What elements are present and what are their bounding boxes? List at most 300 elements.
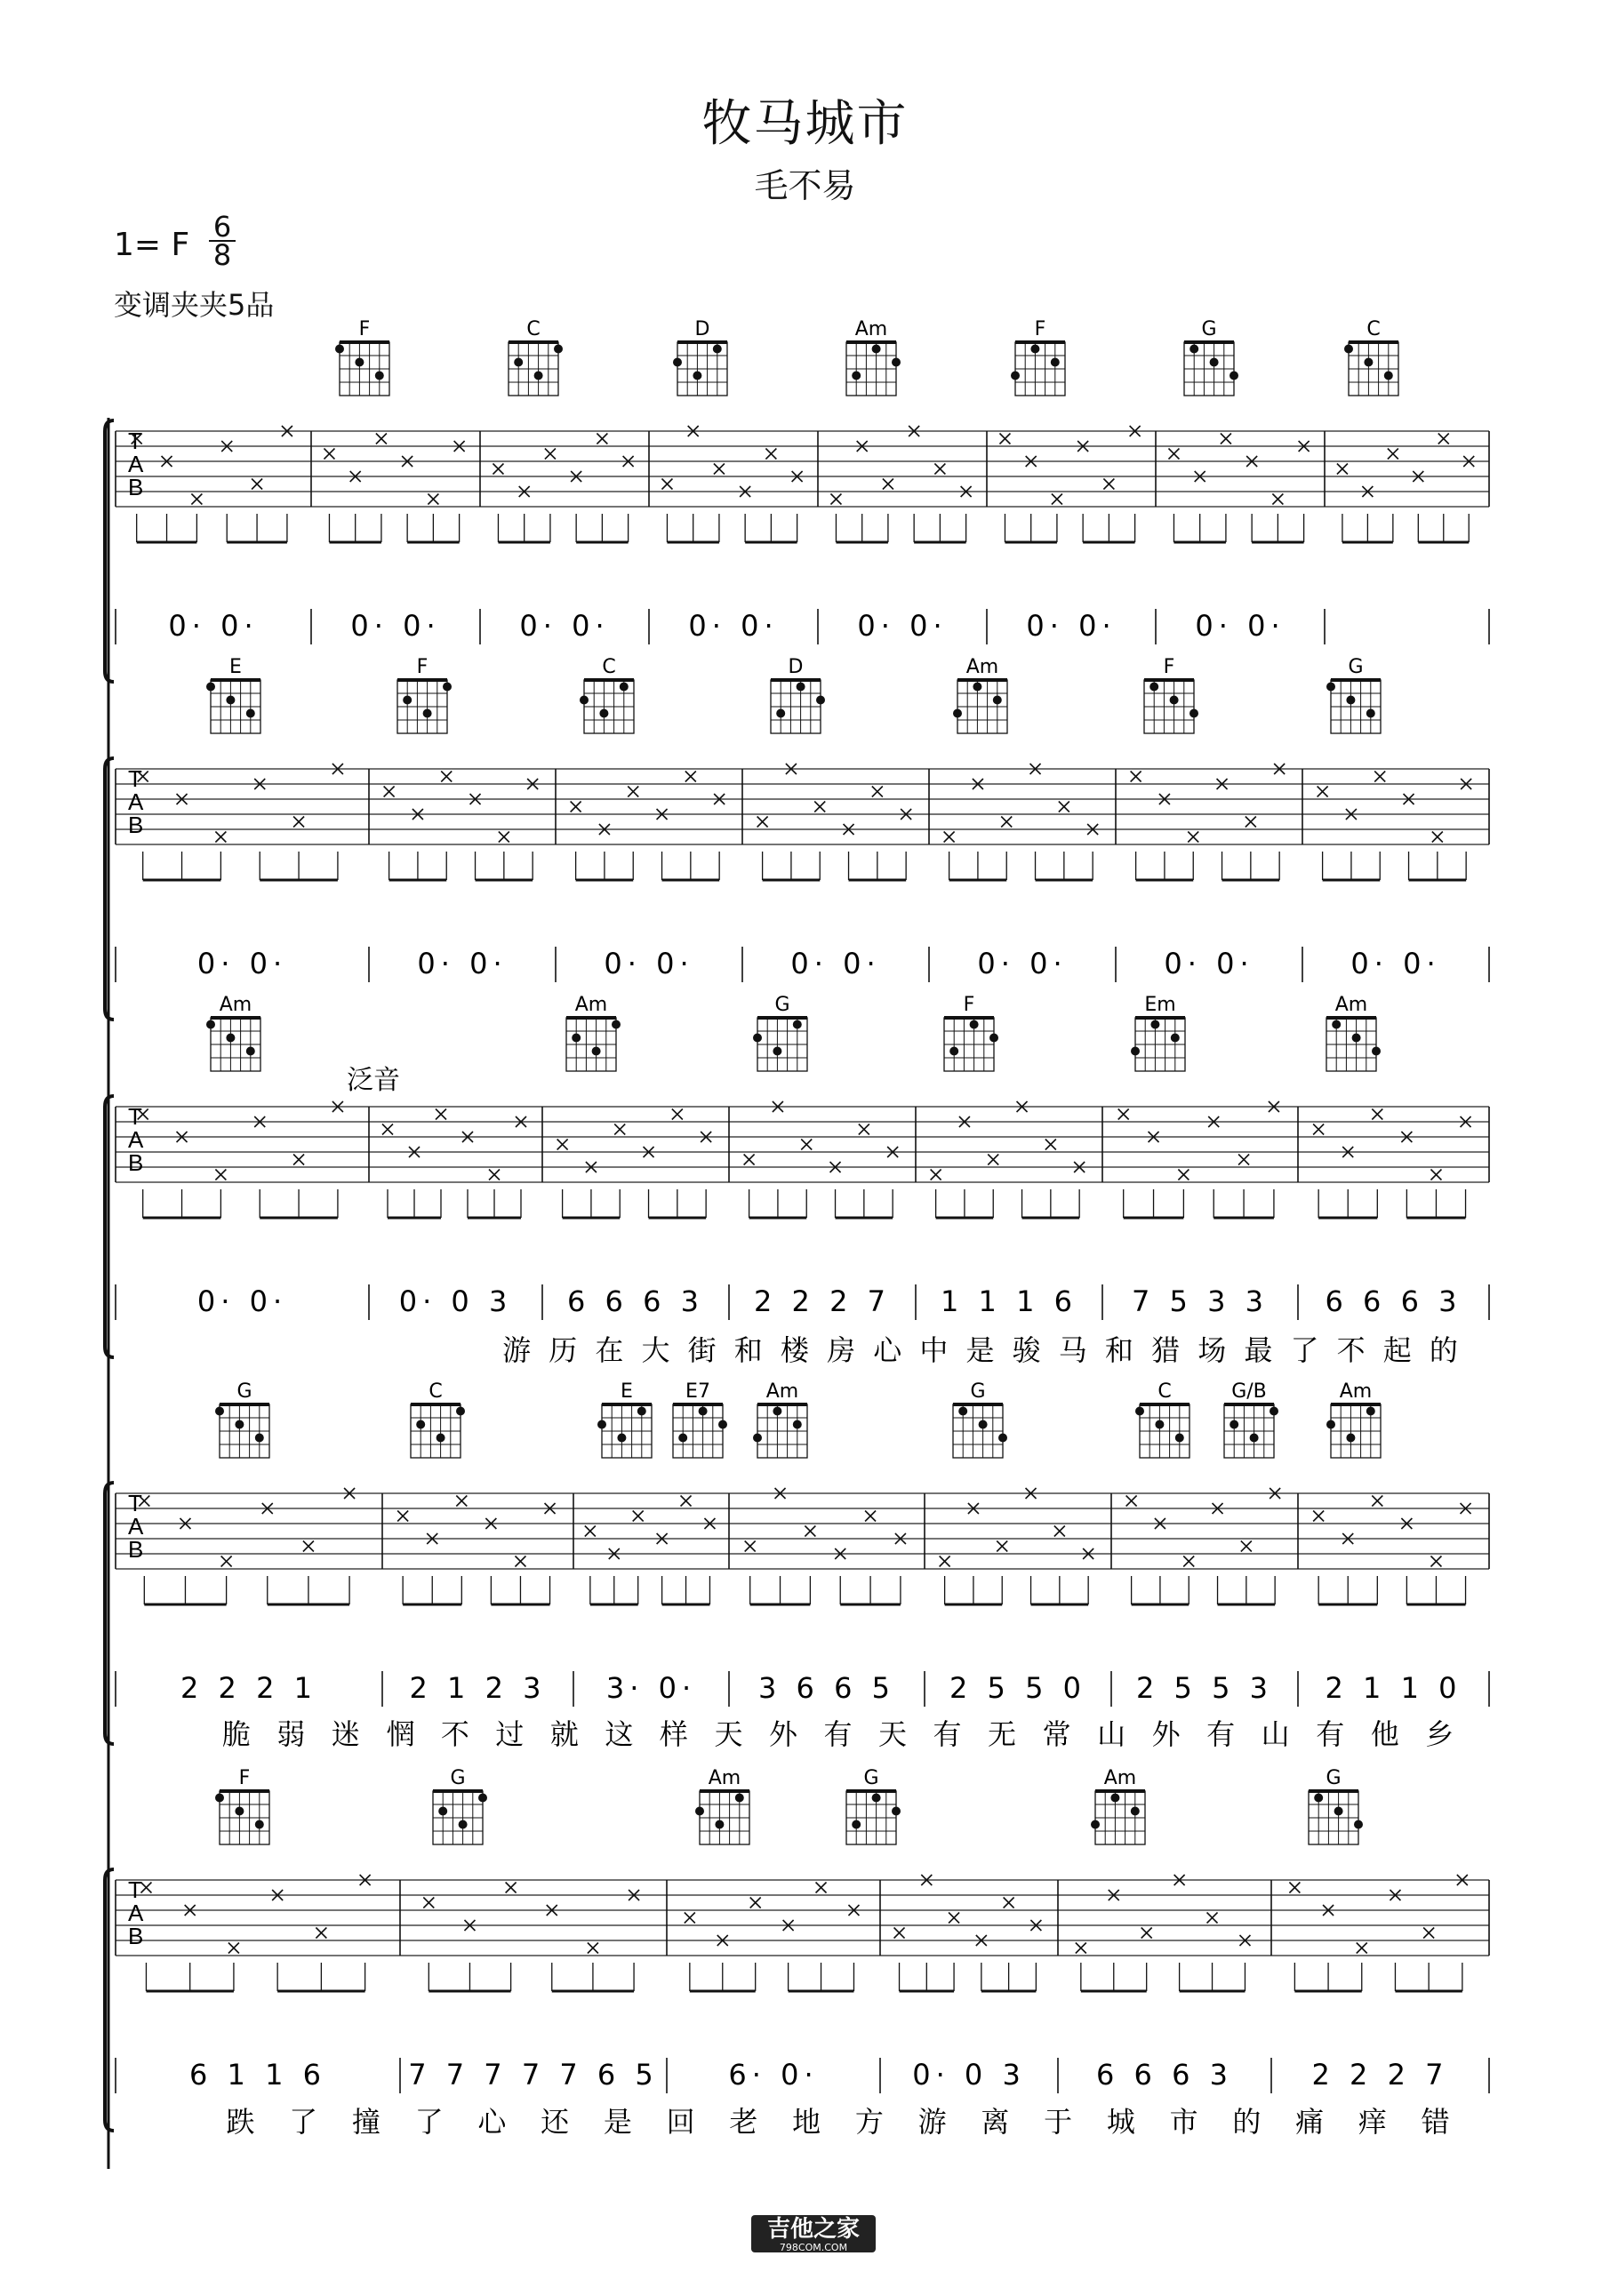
lyric-char: 骏 [1012,1333,1041,1367]
numbered-notation-measure: 0· 0· [1195,609,1286,643]
lyric-char: 山 [1261,1717,1290,1751]
tab-note-mark [515,1556,525,1567]
numbered-notation-measure: 2 1 2 3 [409,1671,547,1705]
tab-clef-letter: A [128,1900,144,1926]
lyric-char: 山 [1097,1717,1126,1751]
numbered-notation-measure: 2 2 2 7 [1311,2058,1449,2092]
tab-note-mark [252,479,262,490]
lyric-char: 迷 [331,1717,360,1751]
chord-name: Am [219,994,252,1016]
lyric-char: 有 [933,1717,962,1751]
tab-note-mark [1178,1170,1189,1180]
lyric-char: 场 [1197,1333,1227,1367]
tab-note-mark [293,817,304,828]
lyric-char: 地 [792,2105,821,2139]
chord-finger-dot [1372,1047,1381,1056]
numbered-notation-measure: 0· 0· [417,947,508,980]
tab-note-mark [1337,464,1348,475]
chord-finger-dot [1155,1420,1164,1429]
chord-finger-dot [597,1420,606,1429]
chord-name: Am [1334,994,1368,1016]
lyric-char: 街 [687,1333,717,1367]
tab-note-mark [1168,449,1179,460]
lyric-char: 市 [1169,2105,1198,2139]
chord-finger-dot [1346,1434,1355,1443]
tab-note-mark [685,1913,695,1924]
lyric-char: 就 [549,1717,579,1751]
numbered-notation-measure: 0· 0· [688,609,779,643]
lyric-char: 在 [595,1333,624,1367]
chord-name: Am [765,1380,799,1403]
chord-finger-dot [438,1807,447,1816]
tab-note-mark [1076,1943,1086,1954]
tab-note-mark [894,1928,905,1939]
lyric-char: 猎 [1151,1333,1181,1367]
tab-clef-letter: B [128,1923,144,1949]
chord-finger-dot [949,1047,958,1056]
lyric-char: 房 [827,1333,856,1367]
numbered-notation-measure: 0· 0· [196,947,288,980]
tab-note-mark [1423,1928,1434,1939]
lyric-char: 撞 [351,2105,380,2139]
lyric-char: 痛 [1295,2105,1325,2139]
tab-note-mark [814,802,825,812]
chord-name: C [1366,318,1381,340]
lyric-char: 错 [1421,2105,1450,2139]
tab-note-mark [714,464,725,475]
tab-note-mark [830,494,841,505]
tab-note-mark [1388,449,1398,460]
chord-name: E7 [685,1380,710,1403]
tab-note-mark [499,832,509,843]
lyric-char: 游 [502,1333,532,1367]
tab-note-mark [1313,1124,1324,1135]
chord-name: D [694,318,710,340]
chord-finger-dot [1364,358,1373,367]
tab-note-mark [1001,817,1012,828]
lyric-char: 于 [1044,2105,1073,2139]
chord-finger-dot [206,683,215,692]
key-signature: 1= F [114,227,190,263]
tab-note-mark [1313,1511,1324,1522]
chord-finger-dot [335,345,344,354]
chord-finger-dot [637,1407,646,1416]
chord-name: G [1201,318,1217,340]
tab-note-mark [1372,1109,1382,1120]
tab-note-mark [765,449,776,460]
chord-finger-dot [437,1434,445,1443]
chord-name: G [1348,656,1364,678]
chord-finger-dot [718,1420,727,1429]
lyric-char: 和 [733,1333,763,1367]
tab-note-mark [628,787,638,797]
chord-name: F [358,318,371,340]
tab-note-mark [1118,1109,1129,1120]
tab-note-mark [872,787,883,797]
chord-finger-dot [235,1420,244,1429]
chord-finger-dot [592,1047,601,1056]
tab-note-mark [757,817,768,828]
tab-note-mark [493,464,503,475]
lyric-char: 不 [1336,1333,1366,1367]
lyric-char: 他 [1370,1717,1399,1751]
chord-finger-dot [892,1807,901,1816]
tab-note-mark [384,787,395,797]
tab-note-mark [1004,1898,1014,1908]
lyric-char: 方 [854,2105,884,2139]
numbered-notation-measure: 7 7 7 7 7 6 5 [408,2058,659,2092]
chord-finger-dot [443,683,452,692]
lyric-char: 这 [605,1717,634,1751]
numbered-notation-measure: 2 5 5 0 [949,1671,1086,1705]
chord-finger-dot [1250,1434,1259,1443]
chord-finger-dot [1131,1047,1140,1056]
tab-note-mark [571,802,581,812]
lyric-char: 有 [823,1717,853,1751]
lyric-char: 弱 [276,1717,306,1751]
chord-finger-dot [554,345,563,354]
tab-note-mark [883,479,893,490]
chord-finger-dot [1344,345,1353,354]
lyric-char: 和 [1104,1333,1133,1367]
lyric-char: 无 [988,1717,1017,1751]
chord-name: C [526,318,541,340]
tab-note-mark [1141,1928,1152,1939]
chord-finger-dot [998,1434,1007,1443]
chord-finger-dot [1110,1794,1119,1803]
tab-note-mark [997,1541,1007,1552]
lyric-char: 样 [659,1717,688,1751]
lyric-char: 离 [981,2105,1010,2139]
chord-finger-dot [416,1420,425,1429]
numbered-notation-measure: 0· 0· [1026,609,1117,643]
lyric-char: 城 [1106,2105,1135,2139]
lyric-char: 跌 [226,2105,255,2139]
chord-finger-dot [375,372,384,380]
tab-note-mark [191,494,202,505]
chord-finger-dot [1230,372,1238,380]
chord-finger-dot [456,1407,465,1416]
lyric-char: 的 [1429,1333,1458,1367]
tab-note-mark [949,1913,959,1924]
lyric-char: 乡 [1425,1717,1454,1751]
tab-note-mark [1318,787,1328,797]
tab-note-mark [1372,1496,1382,1507]
chord-name: G [970,1380,986,1403]
chord-finger-dot [1352,1034,1361,1043]
numbered-notation-measure: 0· 0· [857,609,948,643]
chord-name: F [238,1767,251,1789]
tab-note-mark [1430,1556,1441,1567]
lyric-char: 心 [873,1333,902,1367]
tab-note-mark [1054,1526,1065,1537]
tab-note-mark [215,1170,226,1180]
numbered-notation-measure: 6 6 6 3 [1096,2058,1233,2092]
lyric-char: 外 [1151,1717,1181,1751]
tab-clef-letter: B [128,1536,144,1563]
chord-finger-dot [514,358,523,367]
time-signature-top: 6 [212,210,232,244]
chord-finger-dot [852,1820,861,1829]
tab-note-mark [456,1496,467,1507]
lyric-char: 是 [603,2105,632,2139]
chord-finger-dot [773,1047,781,1056]
chord-finger-dot [620,683,629,692]
chord-name: Am [1339,1380,1373,1403]
site-logo-sub: 798COM.COM [779,2242,848,2253]
tab-note-mark [1432,832,1443,843]
tab-note-mark [316,1928,326,1939]
numbered-notation-measure: 0· 0· [1164,947,1254,980]
chord-finger-dot [1230,1420,1238,1429]
tab-note-mark [585,1526,596,1537]
tab-note-mark [672,1109,683,1120]
chord-finger-dot [693,372,701,380]
tab-note-mark [441,772,452,782]
chord-finger-dot [958,1407,967,1416]
site-logo [751,2215,876,2252]
tab-note-mark [1430,1170,1441,1180]
numbered-notation-measure: 6 6 6 3 [1325,1284,1462,1318]
lyric-char: 楼 [780,1333,809,1367]
tab-clef-letter: B [128,1149,144,1176]
numbered-notation-measure: 1 1 1 6 [941,1284,1077,1318]
tab-note-mark [934,464,945,475]
tab-note-mark [597,434,607,444]
chord-finger-dot [1334,1807,1343,1816]
numbered-notation-measure: 0· 0 3 [398,1284,513,1318]
harmonic-label: 泛音 [347,1065,400,1096]
lyric-char: 外 [768,1717,797,1751]
tab-note-mark [293,1155,304,1165]
chord-finger-dot [1384,372,1393,380]
chord-finger-dot [673,358,682,367]
lyric-char: 不 [440,1717,469,1751]
chord-name: G/B [1231,1380,1267,1403]
chord-finger-dot [226,1034,235,1043]
numbered-notation-measure: 0· 0· [790,947,881,980]
chord-finger-dot [970,1020,979,1029]
chord-finger-dot [1189,709,1198,718]
chord-finger-dot [1326,683,1335,692]
chord-finger-dot [678,1434,687,1443]
site-logo-main: 吉他之家 [766,2216,860,2243]
chord-name: F [1034,318,1046,340]
numbered-notation-measure: 2 2 2 7 [754,1284,891,1318]
chord-finger-dot [1150,1020,1159,1029]
tab-note-mark [1272,494,1283,505]
chord-finger-dot [816,696,825,705]
numbered-notation-measure: 3· 0· [605,1671,697,1705]
tab-note-mark [1241,1541,1252,1552]
tab-note-mark [1188,832,1198,843]
chord-name: F [963,994,975,1016]
tab-note-mark [397,1511,408,1522]
chord-finger-dot [612,1020,621,1029]
tab-note-mark [801,1140,812,1150]
chord-finger-dot [989,1034,998,1043]
chord-finger-dot [1011,372,1020,380]
lyric-char: 有 [1316,1717,1345,1751]
tab-note-mark [1357,1943,1367,1954]
tab-note-mark [1438,434,1449,444]
chord-finger-dot [872,1794,881,1803]
chord-finger-dot [892,358,901,367]
tab-note-mark [428,494,438,505]
numbered-notation-measure: 0· 0· [196,1284,288,1318]
tab-note-mark [215,832,226,843]
tab-note-mark [221,1556,232,1567]
chord-finger-dot [979,1420,988,1429]
chord-finger-dot [215,1794,224,1803]
song-artist: 毛不易 [754,166,856,205]
chord-name: C [429,1380,443,1403]
chord-finger-dot [1131,1807,1140,1816]
chord-finger-dot [246,1047,255,1056]
tab-note-mark [1374,772,1385,782]
tab-clef-letter: B [128,812,144,838]
tab-note-mark [750,1898,761,1908]
tab-note-mark [685,772,696,782]
lyric-char: 了 [1290,1333,1319,1367]
chord-finger-dot [1366,1407,1375,1416]
chord-finger-dot [753,1434,762,1443]
chord-name: G [236,1380,252,1403]
numbered-notation-measure: 0· 0· [519,609,610,643]
lyric-char: 有 [1206,1717,1236,1751]
lyric-char: 起 [1382,1333,1412,1367]
tab-note-mark [228,1943,239,1954]
numbered-notation-measure: 0· 0 3 [912,2058,1026,2092]
chord-finger-dot [235,1807,244,1816]
chord-finger-dot [1149,683,1158,692]
chord-finger-dot [1354,1820,1363,1829]
chord-finger-dot [753,1034,762,1043]
numbered-notation-measure: 7 5 3 3 [1132,1284,1269,1318]
chord-finger-dot [993,696,1002,705]
chord-name: Am [574,994,608,1016]
lyric-char: 惘 [386,1717,415,1751]
tab-clef-letter: T [128,428,142,454]
tab-note-mark [557,1140,568,1150]
numbered-notation-measure: 6 1 1 6 [189,2058,326,2092]
tab-note-mark [1103,479,1114,490]
tab-note-mark [1289,1883,1300,1893]
chord-finger-dot [459,1820,468,1829]
chord-finger-dot [797,683,805,692]
lyric-char: 中 [919,1333,949,1367]
numbered-notation-measure: 0· 0· [350,609,441,643]
chord-name: C [1157,1380,1172,1403]
chord-finger-dot [599,709,608,718]
tab-note-mark [1059,802,1069,812]
tab-note-mark [324,449,334,460]
chord-finger-dot [617,1434,626,1443]
lyric-char: 了 [414,2105,444,2139]
chord-finger-dot [580,696,589,705]
tab-note-mark [1246,817,1256,828]
chord-name: F [416,656,429,678]
tab-clef-letter: T [128,1876,142,1903]
chord-name: Am [854,318,888,340]
tab-note-mark [865,1511,876,1522]
numbered-notation-measure: 0· 0· [1350,947,1441,980]
lyric-char: 最 [1244,1333,1273,1367]
tab-note-mark [588,1943,598,1954]
tab-note-mark [859,1124,869,1135]
lyric-char: 心 [477,2105,507,2139]
lyric-char: 是 [965,1333,995,1367]
chord-finger-dot [872,345,881,354]
lyric-char: 游 [917,2105,947,2139]
tab-note-mark [376,434,387,444]
chord-finger-dot [255,1434,264,1443]
lyric-char: 的 [1232,2105,1262,2139]
tab-note-mark [633,1511,644,1522]
chord-finger-dot [793,1420,802,1429]
song-title: 牧马城市 [701,95,909,153]
tab-note-mark [436,1109,446,1120]
chord-name: G [450,1767,466,1789]
chord-finger-dot [793,1020,802,1029]
tab-note-mark [545,449,556,460]
numbered-notation-measure: 2 2 2 1 [180,1671,317,1705]
numbered-notation-measure: 6· 0· [728,2058,819,2092]
tab-note-mark [1131,772,1141,782]
chord-finger-dot [355,358,364,367]
tab-note-mark [816,1883,827,1893]
capo-note: 变调夹夹5品 [114,288,275,322]
chord-finger-dot [735,1794,744,1803]
tab-note-mark [1126,1496,1137,1507]
tab-note-mark [988,1155,998,1165]
tab-note-mark [140,1883,151,1893]
chord-finger-dot [1030,345,1039,354]
chord-finger-dot [206,1020,215,1029]
chord-name: Am [708,1767,741,1789]
chord-finger-dot [695,1807,704,1816]
chord-finger-dot [1210,358,1219,367]
lyric-char: 天 [714,1717,743,1751]
tab-clef-letter: T [128,765,142,792]
tab-clef-letter: A [128,451,144,477]
lyric-char: 痒 [1358,2105,1387,2139]
chord-name: D [788,656,804,678]
chord-finger-dot [1366,709,1375,718]
tab-note-mark [940,1556,950,1567]
chord-finger-dot [1346,696,1355,705]
time-signature-bottom: 8 [212,238,232,272]
chord-finger-dot [1091,1820,1100,1829]
chord-finger-dot [246,709,255,718]
chord-name: Em [1144,994,1176,1016]
tab-note-mark [661,479,672,490]
chord-name: G [863,1767,879,1789]
numbered-notation-measure: 3 6 6 5 [758,1671,895,1705]
chord-finger-dot [699,1407,708,1416]
tab-note-mark [423,1898,434,1908]
chord-finger-dot [1332,1020,1341,1029]
tab-clef-letter: A [128,788,144,815]
lyric-char: 过 [495,1717,525,1751]
chord-name: F [1163,656,1175,678]
lyric-char: 大 [641,1333,670,1367]
tab-note-mark [1045,1140,1056,1150]
chord-finger-dot [1135,1407,1144,1416]
lyric-char: 还 [541,2105,570,2139]
tab-note-mark [489,1170,500,1180]
tab-note-mark [1052,494,1062,505]
